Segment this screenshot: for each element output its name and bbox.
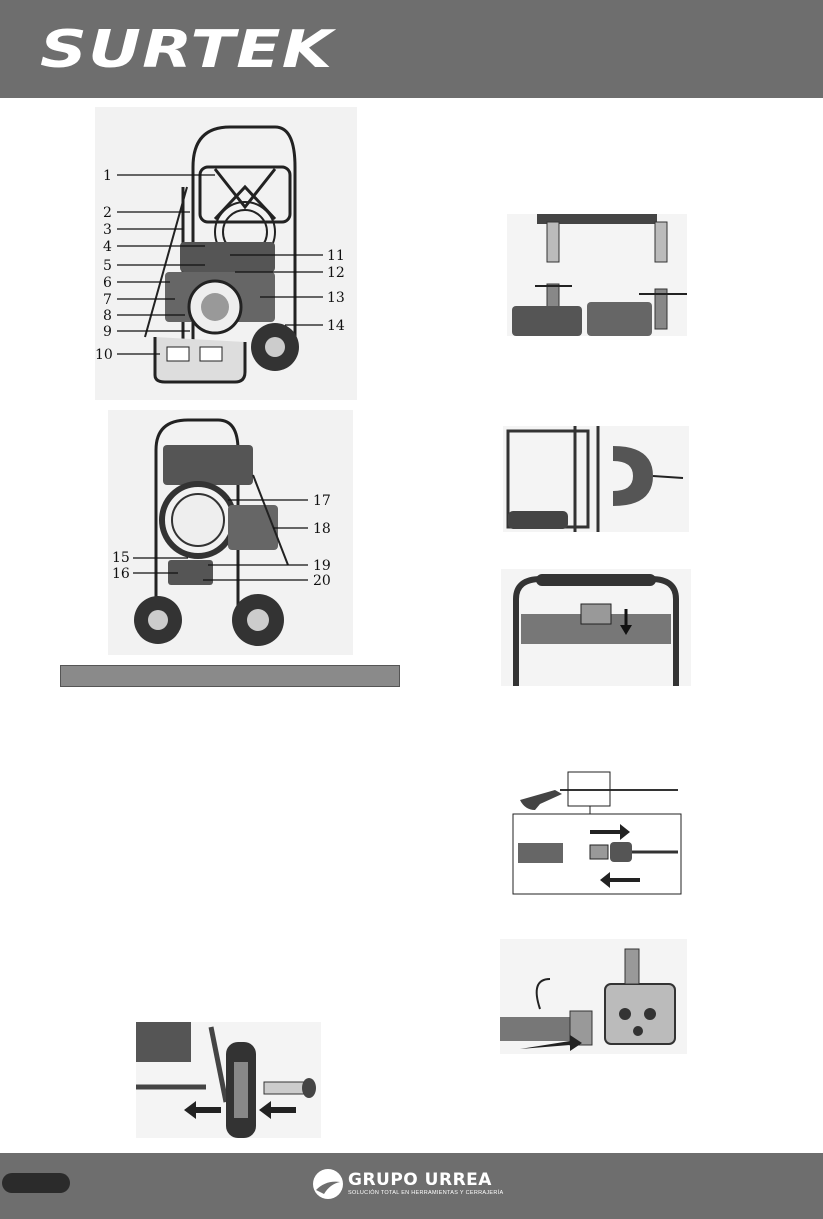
callout-18: 18 <box>313 521 331 537</box>
callout-8: 8 <box>103 308 112 324</box>
callout-11: 11 <box>327 248 345 264</box>
callout-17: 17 <box>313 493 331 509</box>
page-number-pill <box>2 1173 70 1193</box>
section-heading-bar <box>60 665 400 687</box>
figure-wheel-axle-assembly <box>136 1022 321 1138</box>
figure-pressure-washer-front <box>95 107 357 400</box>
figure-hose-pump-connection <box>500 939 687 1054</box>
callout-4: 4 <box>103 239 112 255</box>
page-header <box>0 0 823 98</box>
brand-logo: SURTEK <box>40 20 334 80</box>
callout-2: 2 <box>103 205 112 221</box>
callout-1: 1 <box>103 168 112 184</box>
callout-13: 13 <box>327 290 345 306</box>
figure-handle-posts <box>507 214 687 336</box>
callout-9: 9 <box>103 324 112 340</box>
callout-3: 3 <box>103 222 112 238</box>
callout-5: 5 <box>103 258 112 274</box>
footer-company-name: GRUPO URREA <box>348 1170 492 1190</box>
callout-15: 15 <box>112 550 130 566</box>
callout-6: 6 <box>103 275 112 291</box>
urrea-logo-icon <box>312 1168 344 1200</box>
figure-hose-hanger <box>503 426 689 532</box>
figure-gun-wand-connection <box>510 770 686 898</box>
callout-10: 10 <box>95 347 113 363</box>
callout-20: 20 <box>313 573 331 589</box>
callout-19: 19 <box>313 558 331 574</box>
callout-12: 12 <box>327 265 345 281</box>
footer-tagline: SOLUCIÓN TOTAL EN HERRAMIENTAS Y CERRAJERÍA <box>348 1190 504 1196</box>
callout-7: 7 <box>103 292 112 308</box>
figure-pressure-washer-rear <box>108 410 353 655</box>
figure-top-handle <box>501 569 691 686</box>
callout-16: 16 <box>112 566 130 582</box>
callout-14: 14 <box>327 318 345 334</box>
